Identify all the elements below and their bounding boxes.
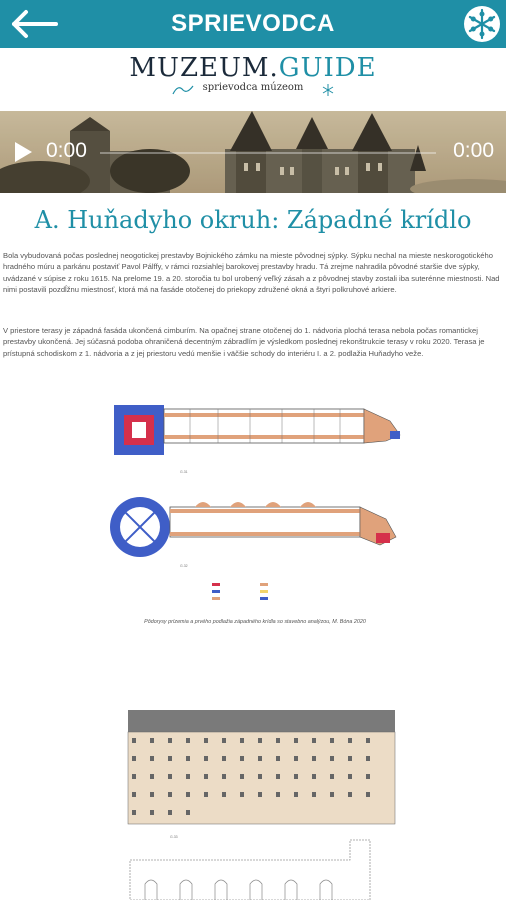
- svg-text:G.32: G.32: [180, 564, 188, 568]
- play-button[interactable]: [12, 141, 34, 168]
- muzeum-guide-logo: [0, 52, 506, 108]
- article-title: A. Huňadyho okruh: Západné krídlo: [34, 206, 472, 234]
- seek-bar[interactable]: [100, 152, 436, 154]
- play-icon: [12, 141, 34, 163]
- logo-subtitle: sprievodca múzeom: [202, 82, 304, 93]
- figure-caption: Pôdorysy prízemia a prvého podlažia západného krídla so stavebno analýzou, M. Bóna 2020: [144, 619, 366, 625]
- svg-text:G.33: G.33: [170, 835, 178, 839]
- current-time: 0:00: [46, 139, 87, 162]
- floor-plan-image: [100, 395, 410, 610]
- snowflake-icon: [322, 84, 334, 96]
- snowflake-menu-icon: [462, 4, 502, 44]
- audio-player[interactable]: [0, 111, 506, 193]
- floor-plan-figure: [100, 395, 410, 630]
- app-title: SPRIEVODCA: [171, 10, 335, 37]
- total-time: 0:00: [453, 139, 494, 162]
- article-paragraph: V priestore terasy je západná fasáda ukončená cimburím. Na opačnej strane otočenej do 1. nádvoria plochá terasa nebola počas romantickej prestavby ukončená. Jej súčasná podoba ohraničená decentným zábradlím je výsledkom poslednej rekonštrukcie terasy v roku 2020. Terasa je prístupná schodiskom z 1. nádvoria a z jej priestoru vedú menšie i väčšie schody do interiéru I. a 2. podlažia Huňadyho veže.: [3, 326, 485, 358]
- svg-text:G.31: G.31: [180, 470, 188, 474]
- article-paragraph: Bola vybudovaná počas poslednej neogotickej prestavby Bojnického zámku na mieste pôvodnej sýpky. Sýpku nechal na mieste neskorogotického hradného múru a parkánu postaviť Pavol Pálffy, v rámci rozsiahlej barokovej prestavby hradu. Tá zrejme nahradila pôvodné staršie dve sýpky, uvádzané v súpise z roku 1615. Na prelome 19. a 20. storočia tu bol urobený veľký zásah a z pôvodnej stavby zostali iba suterénne miestnosti. Nad nimi postavili pozdĺžnu miestnosť, ktorá má na fasáde otočenej do priekopy združené okná a štyri polkruhové arkiere.: [3, 251, 500, 295]
- logo-wordmark: MUZEUM.GUIDE: [129, 53, 377, 83]
- menu-button[interactable]: [462, 4, 502, 44]
- app-bar: [0, 0, 506, 48]
- decorative-swirl-icon: [172, 82, 194, 96]
- facade-elevation-image: [120, 700, 400, 900]
- facade-elevation-figure: [120, 700, 400, 900]
